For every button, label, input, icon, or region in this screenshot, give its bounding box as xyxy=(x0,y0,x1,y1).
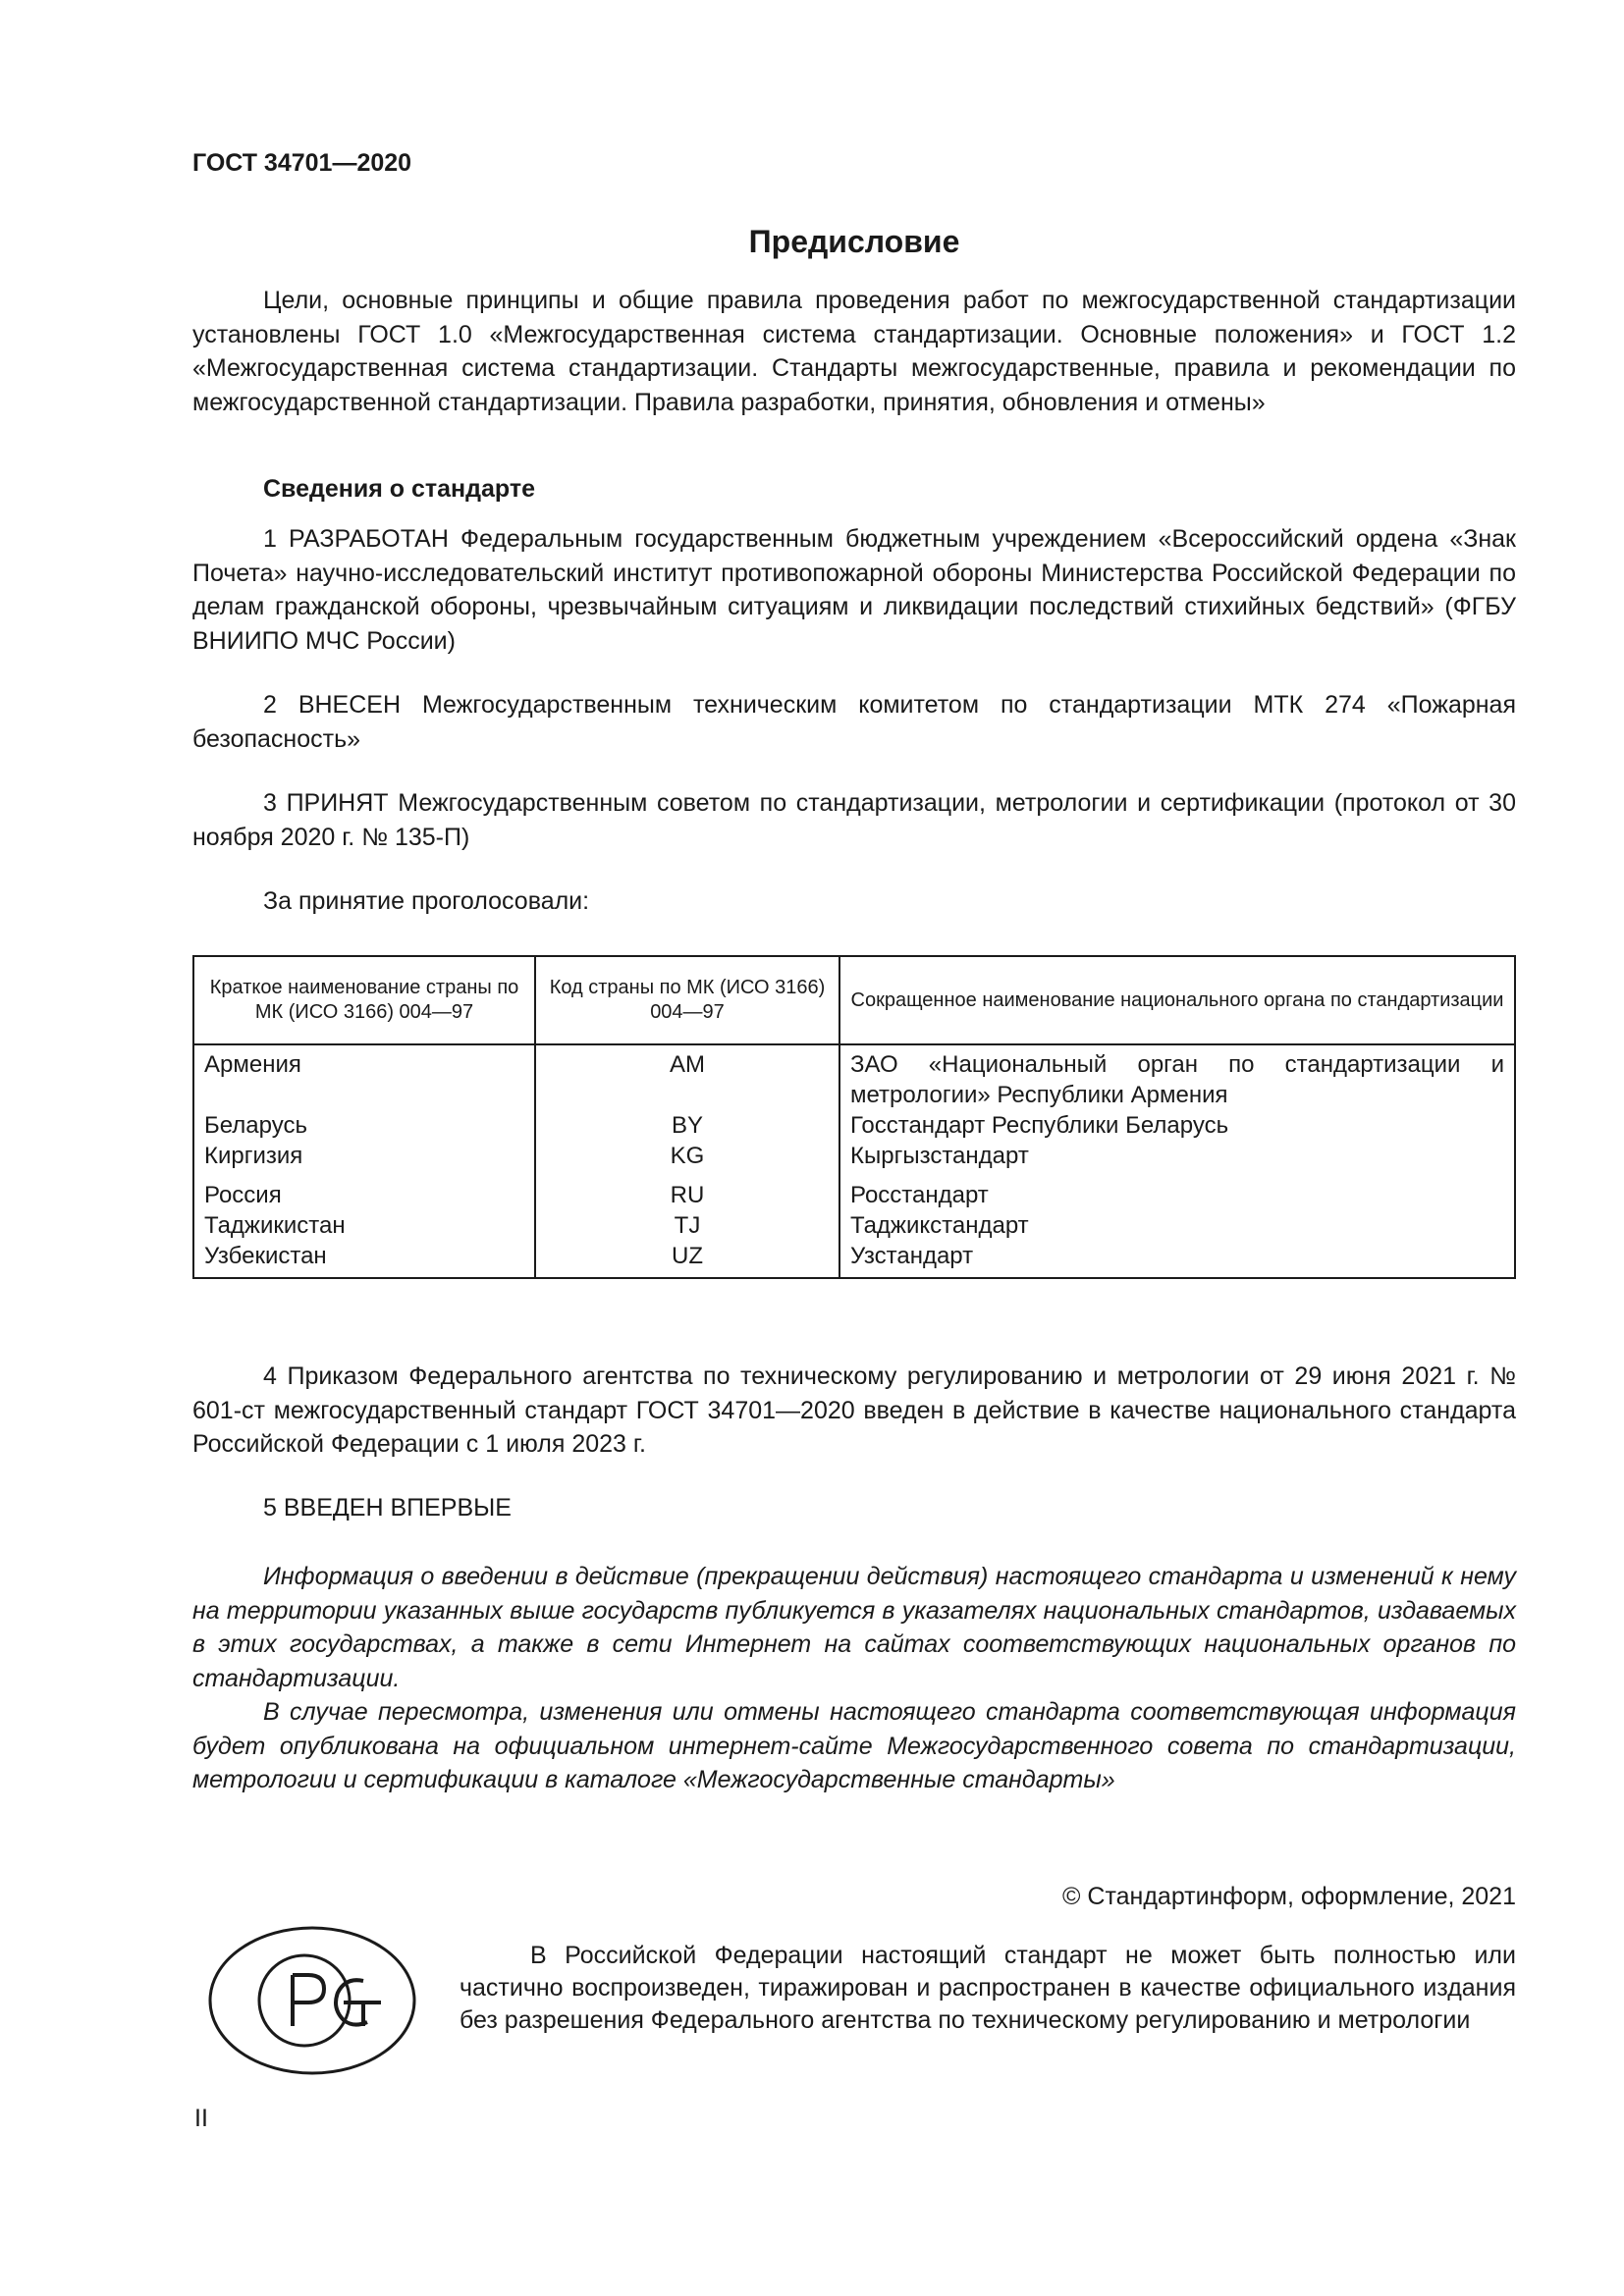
country-cell: Узбекистан xyxy=(193,1241,535,1278)
table-row xyxy=(193,1241,1515,1278)
document-code: ГОСТ 34701—2020 xyxy=(192,149,412,177)
table-row xyxy=(193,1110,1515,1141)
note-revision: В случае пересмотра, изменения или отмены настоящего стандарта соответствующая информация будет опубликована на официальном интернет-сайте Межгосударственного совета по стандартизации, метрологии и сертификации в каталоге «Межгосударственные стандарты» xyxy=(192,1698,1516,1793)
country-cell: Таджикистан xyxy=(193,1210,535,1241)
table-header-row xyxy=(193,956,1515,1044)
table-row xyxy=(193,1141,1515,1171)
code-cell: TJ xyxy=(535,1210,839,1241)
country-cell: Армения xyxy=(193,1044,535,1110)
item-order: 4 Приказом Федерального агентства по техническому регулированию и метрологии от 29 июня 2021 г. № 601-ст межгосударственный стандарт ГОСТ 34701—2020 введен в действие в качестве национального стандарта Российской Федерации с 1 июля 2023 г. xyxy=(192,1362,1516,1458)
code-cell: KG xyxy=(535,1141,839,1171)
table-row xyxy=(193,1171,1515,1210)
page-title: Предисловие xyxy=(748,224,960,259)
copyright-notice: © Стандартинформ, оформление, 2021 xyxy=(1062,1883,1516,1910)
voting-table xyxy=(192,955,1516,1279)
table-row xyxy=(193,1044,1515,1110)
org-cell: ЗАО «Национальный орган по стандартизации и метрологии» Республики Армения xyxy=(839,1044,1515,1110)
org-cell: Госстандарт Республики Беларусь xyxy=(839,1110,1515,1141)
header-code: Код страны по МК (ИСО 3166) 004—97 xyxy=(535,956,839,1044)
legal-notice: В Российской Федерации настоящий стандарт не может быть полностью или частично воспроизведен, тиражирован и распространен в качестве официального издания без разрешения Федерального агентства по техническому регулированию и метрологии xyxy=(460,1942,1516,2034)
page-number: II xyxy=(194,2105,208,2132)
country-cell: Россия xyxy=(193,1171,535,1210)
table-row xyxy=(193,1210,1515,1241)
header-org: Сокращенное наименование национального органа по стандартизации xyxy=(839,956,1515,1044)
item-introduced: 2 ВНЕСЕН Межгосударственным техническим комитетом по стандартизации МТК 274 «Пожарная безопасность» xyxy=(192,691,1516,753)
code-cell: AM xyxy=(535,1044,839,1110)
item-first-time: 5 ВВЕДЕН ВПЕРВЫЕ xyxy=(263,1494,512,1522)
org-cell: Кыргызстандарт xyxy=(839,1141,1515,1171)
item-adopted: 3 ПРИНЯТ Межгосударственным советом по стандартизации, метрологии и сертификации (протокол от 30 ноября 2020 г. № 135-П) xyxy=(192,789,1516,851)
voted-label: За принятие проголосовали: xyxy=(263,887,590,915)
code-cell: BY xyxy=(535,1110,839,1141)
intro-paragraph: Цели, основные принципы и общие правила проведения работ по межгосударственной стандартизации установлены ГОСТ 1.0 «Межгосударственная система стандартизации. Основные положения» и ГОСТ 1.2 «Межгосударственная система стандартизации. Стандарты межгосударственные, правила и рекомендации по межгосударственной стандартизации. Правила разработки, принятия, обновления и отмены» xyxy=(192,287,1516,416)
info-heading: Сведения о стандарте xyxy=(263,475,536,503)
org-cell: Росстандарт xyxy=(839,1171,1515,1210)
rst-seal-icon xyxy=(206,1924,418,2077)
item-developed: 1 РАЗРАБОТАН Федеральным государственным бюджетным учреждением «Всероссийский ордена «Знак Почета» научно-исследовательский институт противопожарной обороны Министерства Российской Федерации по делам гражданской обороны, чрезвычайным ситуациям и ликвидации последствий стихийных бедствий» (ФГБУ ВНИИПО МЧС России) xyxy=(192,525,1516,655)
org-cell: Узстандарт xyxy=(839,1241,1515,1278)
code-cell: RU xyxy=(535,1171,839,1210)
code-cell: UZ xyxy=(535,1241,839,1278)
header-country: Краткое наименование страны по МК (ИСО 3166) 004—97 xyxy=(193,956,535,1044)
country-cell: Киргизия xyxy=(193,1141,535,1171)
note-publication: Информация о введении в действие (прекращении действия) настоящего стандарта и изменений к нему на территории указанных выше государств публикуется в указателях национальных стандартов, издаваемых в этих государствах, а также в сети Интернет на сайтах соответствующих национальных органов по стандартизации. xyxy=(192,1563,1516,1692)
org-cell: Таджикстандарт xyxy=(839,1210,1515,1241)
country-cell: Беларусь xyxy=(193,1110,535,1141)
